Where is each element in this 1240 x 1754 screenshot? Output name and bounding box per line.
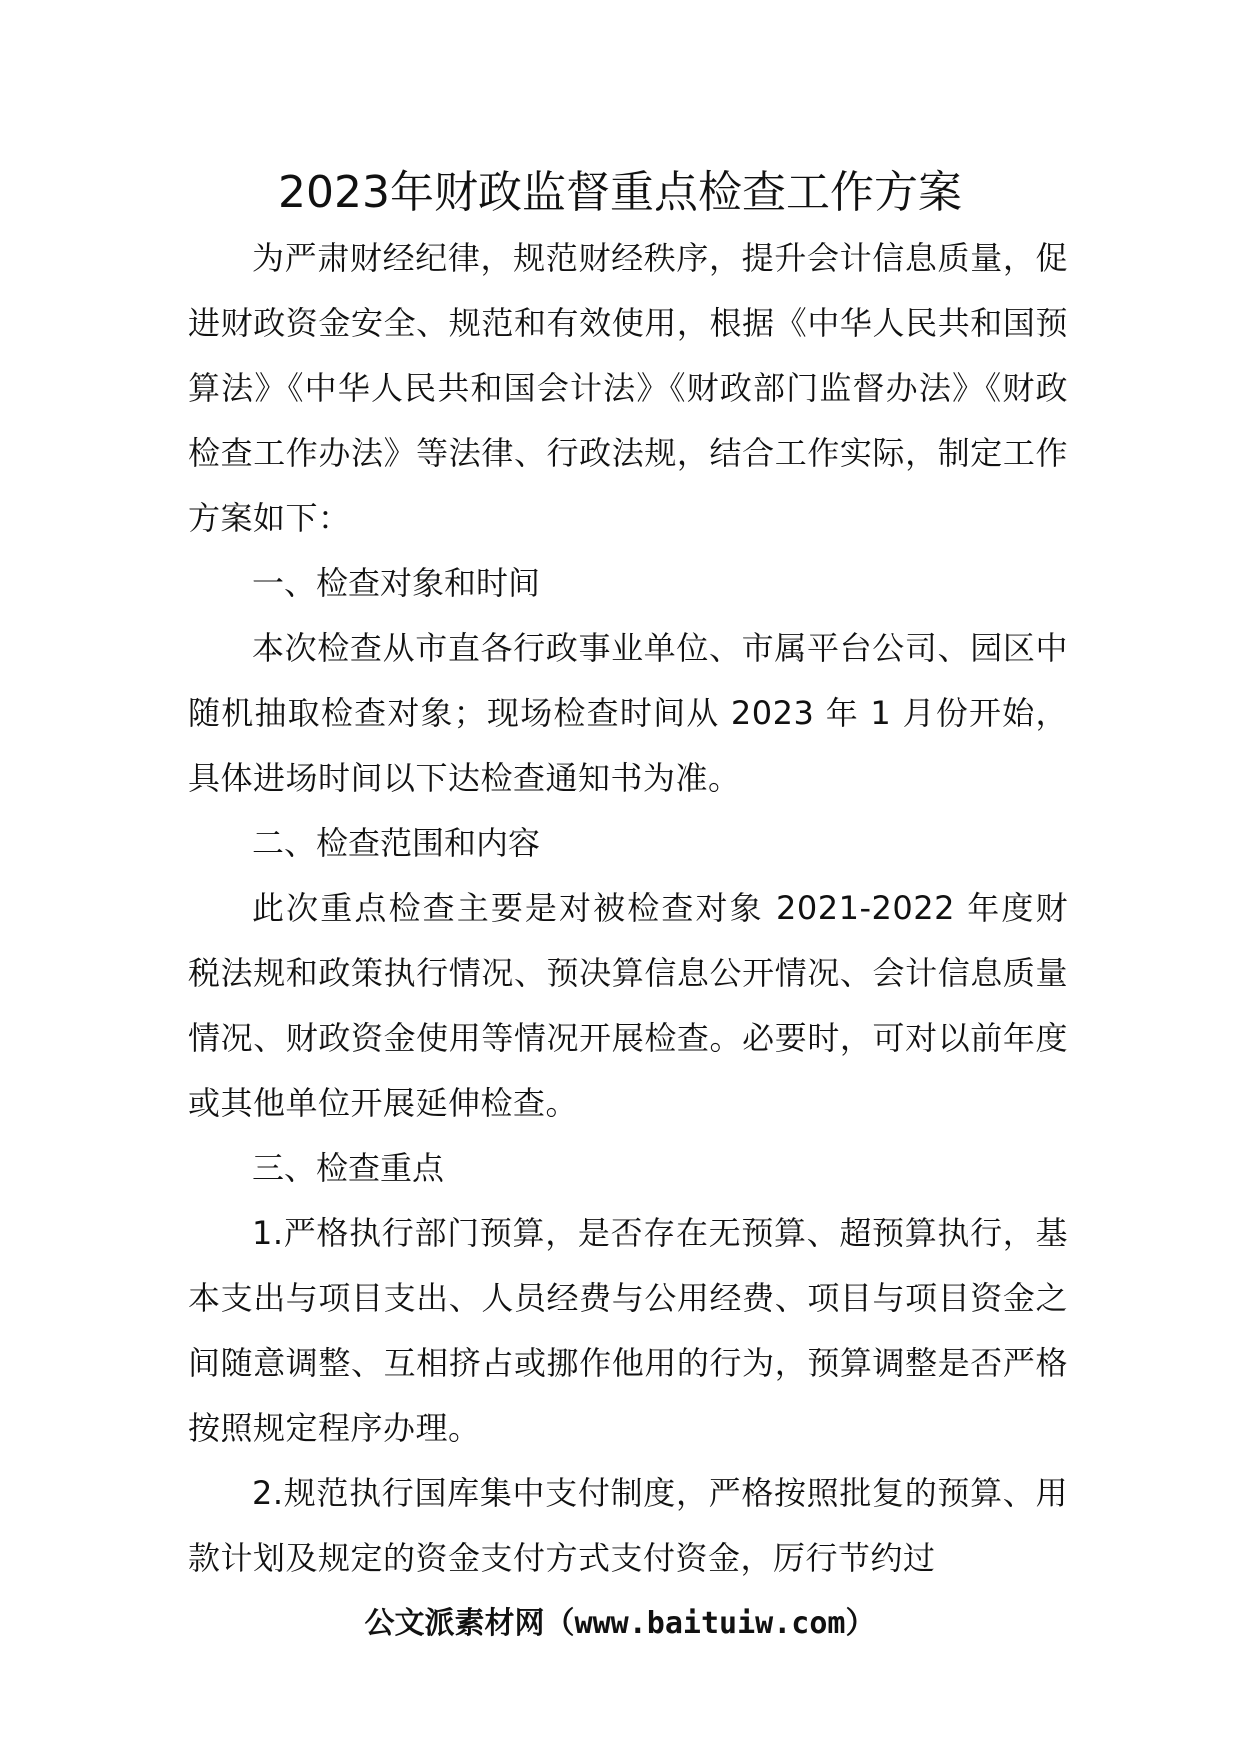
document-title: 2023年财政监督重点检查工作方案 [278,167,962,218]
paragraph-section-2: 此次重点检查主要是对被检查对象 2021-2022 年度财税法规和政策执行情况、预决算信息公开情况、会计信息质量情况、财政资金使用等情况开展检查。必要时，可对以前年度或其他单位开展延伸检查。 [188,889,1068,1122]
paragraph-intro: 为严肃财经纪律，规范财经秩序，提升会计信息质量，促进财政资金安全、规范和有效使用，根据《中华人民共和国预算法》《中华人民共和国会计法》《财政部门监督办法》《财政检查工作办法》等法律、行政法规，结合工作实际，制定工作方案如下： [188,239,1068,537]
section-heading-3: 三、检查重点 [252,1149,445,1187]
document-body [188,226,1068,1591]
paragraph-section-1: 本次检查从市直各行政事业单位、市属平台公司、园区中随机抽取检查对象；现场检查时间从 2023 年 1 月份开始，具体进场时间以下达检查通知书为准。 [188,629,1068,797]
section-heading-1: 一、检查对象和时间 [252,564,541,602]
section-heading-2: 二、检查范围和内容 [252,824,541,862]
paragraph-item-2: 2.规范执行国库集中支付制度，严格按照批复的预算、用款计划及规定的资金支付方式支付资金，厉行节约过 [188,1474,1068,1577]
paragraph-item-1: 1.严格执行部门预算，是否存在无预算、超预算执行，基本支出与项目支出、人员经费与公用经费、项目与项目资金之间随意调整、互相挤占或挪作他用的行为，预算调整是否严格按照规定程序办理。 [188,1214,1068,1447]
footer-watermark: 公文派素材网（www.baituiw.com） [364,1606,876,1641]
